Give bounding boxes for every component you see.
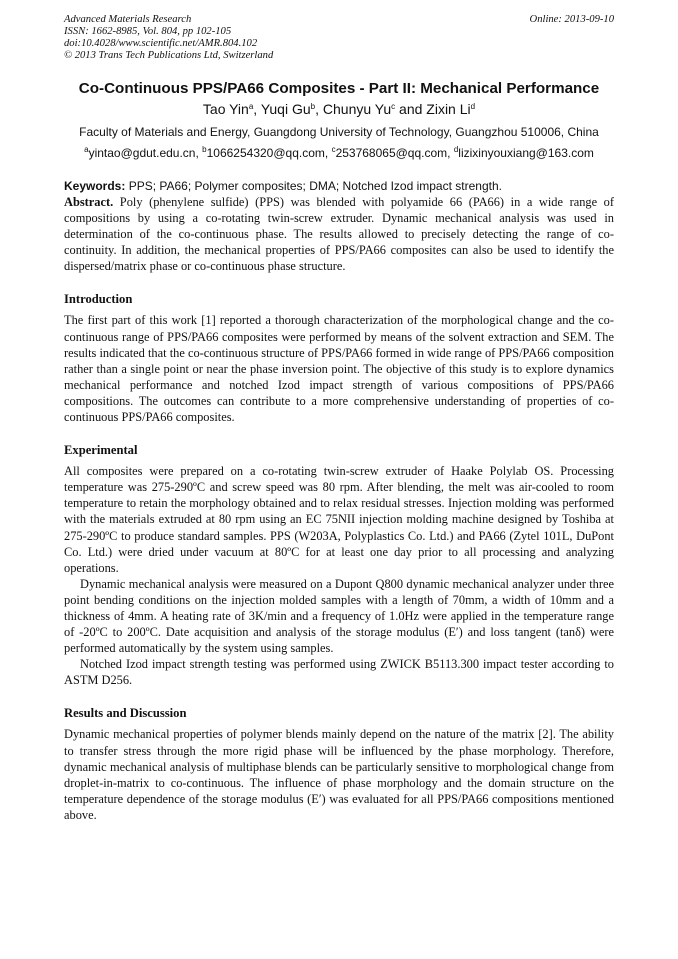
keywords-label: Keywords:	[64, 179, 126, 193]
email-list: $^a$yintao@gdut.edu.cn, $^b$1066254320@qq.com, $^c$253768065@qq.com, $^d$lizixinyouxiang@163.com	[84, 145, 594, 160]
affiliation: Faculty of Materials and Energy, Guangdong University of Technology, Guangzhou 510006, China	[79, 125, 599, 139]
journal-issn: ISSN: 1662-8985, Vol. 804, pp 102-105	[64, 26, 232, 37]
email[interactable]: $^b$1066254320@qq.com	[202, 145, 325, 160]
keywords-text: PPS; PA66; Polymer composites; DMA; Notched Izod impact strength.	[128, 179, 502, 193]
email[interactable]: $^d$lizixinyouxiang@163.com	[453, 145, 594, 160]
paper-page	[64, 14, 614, 823]
journal-header	[64, 14, 614, 62]
keywords	[64, 179, 614, 194]
section-heading-results: Results and Discussion	[64, 706, 187, 721]
section-heading-introduction: Introduction	[64, 292, 133, 307]
author: Tao Yin$^a$,	[202, 101, 261, 117]
paragraph: The first part of this work [1] reported a thorough characterization of the morphological change and the co-continuous range of PPS/PA66 composites were performed by means of the solvent extraction and SEM. The results indicated that the co-continuous structure of PPS/PA66 formed in wide range of PPS/PA66 composition rather than a single point or near the phase inversion point. The objective of this study is to explore dynamics mechanical performance and notched Izod impact strength of various compositions of PPS/PA66 compositions. The outcomes can contribute to a more comprehensive understanding of properties of co-continuous PPS/PA66 composites.	[64, 313, 614, 425]
author-list	[64, 101, 614, 118]
journal-doi: doi:10.4028/www.scientific.net/AMR.804.102	[64, 38, 258, 49]
journal-name: Advanced Materials Research	[64, 14, 192, 25]
online-date: Online: 2013-09-10	[529, 14, 614, 25]
paragraph: Dynamic mechanical properties of polymer blends mainly depend on the nature of the matrix [2]. The ability to transfer stress through the more rigid phase will be influenced by the phase morphology. Therefore, dynamic mechanical analysis of multiphase blends can be particularly sensitive to morphological change from droplet-in-matrix to co-continuous. The influence of phase morphology and the domain structure on the temperature dependence of the storage modulus (E′) was evaluated for all PPS/PA66 compositions mentioned above.	[64, 727, 614, 822]
paragraph: Dynamic mechanical analysis were measured on a Dupont Q800 dynamic mechanical analyzer under three point bending conditions on the injection molded samples with a length of 70mm, a width of 10mm and a thickness of 4mm. A heating rate of 3K/min and a frequency of 1.0Hz were applied in the temperature range of -20ºC to 200ºC. Date acquisition and analysis of the storage modulus (E′) and loss tangent (tanδ) were performed automatically by the system using samples.	[64, 576, 614, 656]
author: Chunyu Yu$^c$ and	[322, 101, 427, 117]
email[interactable]: $^a$yintao@gdut.edu.cn	[84, 145, 196, 160]
paper-title: Co-Continuous PPS/PA66 Composites - Part II: Mechanical Performance	[78, 80, 600, 97]
section-heading-experimental: Experimental	[64, 443, 138, 458]
author: Yuqi Gu$^b$,	[260, 101, 323, 117]
author: Zixin Li$^d$	[426, 101, 476, 117]
email[interactable]: $^c$253768065@qq.com	[331, 145, 448, 160]
paragraph: Notched Izod impact strength testing was performed using ZWICK B5113.300 impact tester according to ASTM D256.	[64, 657, 614, 688]
journal-copyright: © 2013 Trans Tech Publications Ltd, Switzerland	[64, 50, 274, 61]
abstract-text: Poly (phenylene sulfide) (PPS) was blended with polyamide 66 (PA66) in a wide range of compositions by using a co-rotating twin-screw extruder. Dynamic mechanical analysis was used in determination of the co-continuous phase. The results allowed to precisely detecting the range of co-continuity. In addition, the mechanical properties of PPS/PA66 composites can also be used to identify the dispersed/matrix phase or co-continuous phase structure.	[64, 195, 614, 274]
abstract	[64, 194, 614, 274]
abstract-label: Abstract.	[64, 195, 114, 209]
paragraph: All composites were prepared on a co-rotating twin-screw extruder of Haake Polylab OS. Processing temperature was 275-290ºC and screw speed was 80 rpm. After blending, the melt was air-cooled to room temperature to retain the morphology obtained and to relax residual stresses. Injection molding was performed with the materials extruded at 80 rpm using an EC 75NII injection molding machine designed by Toshiba at 275-290ºC to produce standard samples. PPS (W203A, Polyplastics Co. Ltd.) and PA66 (Zytel 101L, DuPont Co. Ltd.) were dried under vacuum at 80ºC for at least one day prior to all processing and analyzing operations.	[64, 464, 614, 575]
